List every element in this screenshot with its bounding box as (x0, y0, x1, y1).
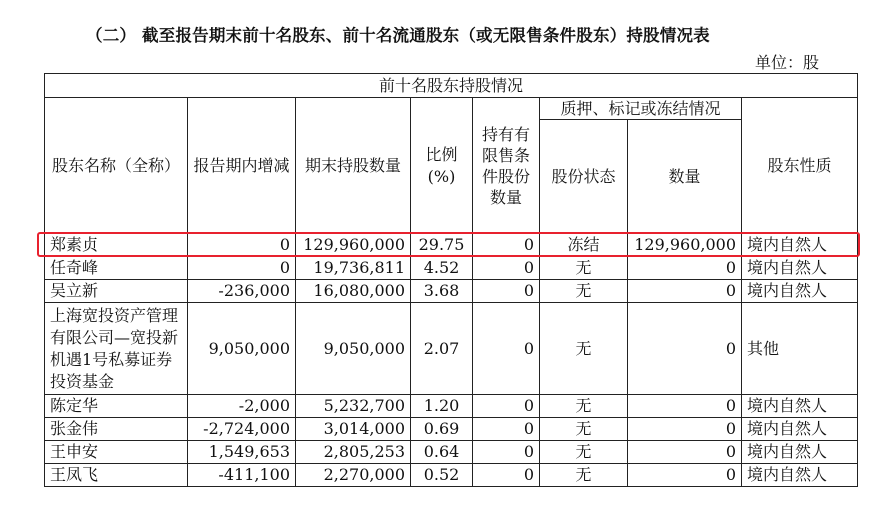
cell-amount: 0 (628, 418, 742, 441)
cell-name: 任奇峰 (45, 257, 188, 280)
cell-shares: 2,805,253 (296, 441, 411, 464)
cell-restricted: 0 (473, 441, 540, 464)
cell-ratio: 2.07 (411, 303, 473, 395)
cell-shares: 3,014,000 (296, 418, 411, 441)
header-ratio: 比例(%) (411, 98, 473, 234)
cell-restricted: 0 (473, 303, 540, 395)
cell-restricted: 0 (473, 257, 540, 280)
table-caption: 前十名股东持股情况 (45, 74, 858, 98)
header-name: 股东名称（全称） (45, 98, 188, 234)
cell-change: 9,050,000 (188, 303, 296, 395)
cell-restricted: 0 (473, 395, 540, 418)
shareholder-table (44, 73, 858, 487)
cell-ratio: 3.68 (411, 280, 473, 303)
cell-amount: 0 (628, 395, 742, 418)
cell-amount: 0 (628, 441, 742, 464)
table-row (45, 257, 858, 280)
cell-amount: 129,960,000 (628, 234, 742, 257)
cell-nature: 境内自然人 (742, 441, 858, 464)
cell-shares: 129,960,000 (296, 234, 411, 257)
cell-name: 郑素贞 (45, 234, 188, 257)
cell-status: 冻结 (540, 234, 628, 257)
cell-amount: 0 (628, 257, 742, 280)
table-row (45, 303, 858, 395)
cell-name: 陈定华 (45, 395, 188, 418)
cell-name: 吴立新 (45, 280, 188, 303)
cell-status: 无 (540, 464, 628, 487)
header-restricted: 持有有限售条件股份数量 (473, 98, 540, 234)
table-row (45, 280, 858, 303)
header-pledge-group: 质押、标记或冻结情况 (540, 98, 742, 120)
cell-nature: 其他 (742, 303, 858, 395)
cell-restricted: 0 (473, 418, 540, 441)
cell-ratio: 0.52 (411, 464, 473, 487)
cell-nature: 境内自然人 (742, 395, 858, 418)
table-row (45, 441, 858, 464)
header-pledge-status: 股份状态 (540, 120, 628, 234)
cell-status: 无 (540, 257, 628, 280)
cell-ratio: 0.64 (411, 441, 473, 464)
cell-status: 无 (540, 303, 628, 395)
header-shares: 期末持股数量 (296, 98, 411, 234)
cell-name: 上海宽投资产管理有限公司—宽投新机遇1号私募证券投资基金 (45, 303, 188, 395)
cell-restricted: 0 (473, 234, 540, 257)
cell-name: 王申安 (45, 441, 188, 464)
cell-nature: 境内自然人 (742, 280, 858, 303)
cell-status: 无 (540, 280, 628, 303)
cell-change: 0 (188, 257, 296, 280)
cell-change: 0 (188, 234, 296, 257)
header-pledge-amount: 数量 (628, 120, 742, 234)
cell-ratio: 4.52 (411, 257, 473, 280)
cell-amount: 0 (628, 464, 742, 487)
cell-name: 张金伟 (45, 418, 188, 441)
cell-shares: 19,736,811 (296, 257, 411, 280)
cell-status: 无 (540, 441, 628, 464)
cell-change: -236,000 (188, 280, 296, 303)
cell-status: 无 (540, 395, 628, 418)
cell-ratio: 1.20 (411, 395, 473, 418)
cell-change: 1,549,653 (188, 441, 296, 464)
cell-nature: 境内自然人 (742, 464, 858, 487)
cell-name: 王凤飞 (45, 464, 188, 487)
cell-ratio: 29.75 (411, 234, 473, 257)
page-title: （二） 截至报告期末前十名股东、前十名流通股东（或无限售条件股东）持股情况表 (86, 26, 710, 45)
cell-restricted: 0 (473, 280, 540, 303)
cell-shares: 16,080,000 (296, 280, 411, 303)
cell-status: 无 (540, 418, 628, 441)
cell-shares: 5,232,700 (296, 395, 411, 418)
cell-nature: 境内自然人 (742, 418, 858, 441)
table-row (45, 234, 858, 257)
cell-ratio: 0.69 (411, 418, 473, 441)
cell-amount: 0 (628, 303, 742, 395)
cell-change: -411,100 (188, 464, 296, 487)
header-change: 报告期内增减 (188, 98, 296, 234)
cell-change: -2,724,000 (188, 418, 296, 441)
cell-nature: 境内自然人 (742, 234, 858, 257)
cell-restricted: 0 (473, 464, 540, 487)
header-nature: 股东性质 (742, 98, 858, 234)
table-row (45, 395, 858, 418)
unit-label: 单位：股 (754, 53, 819, 72)
table-row (45, 418, 858, 441)
cell-amount: 0 (628, 280, 742, 303)
cell-shares: 9,050,000 (296, 303, 411, 395)
cell-nature: 境内自然人 (742, 257, 858, 280)
cell-change: -2,000 (188, 395, 296, 418)
cell-shares: 2,270,000 (296, 464, 411, 487)
table-row (45, 464, 858, 487)
